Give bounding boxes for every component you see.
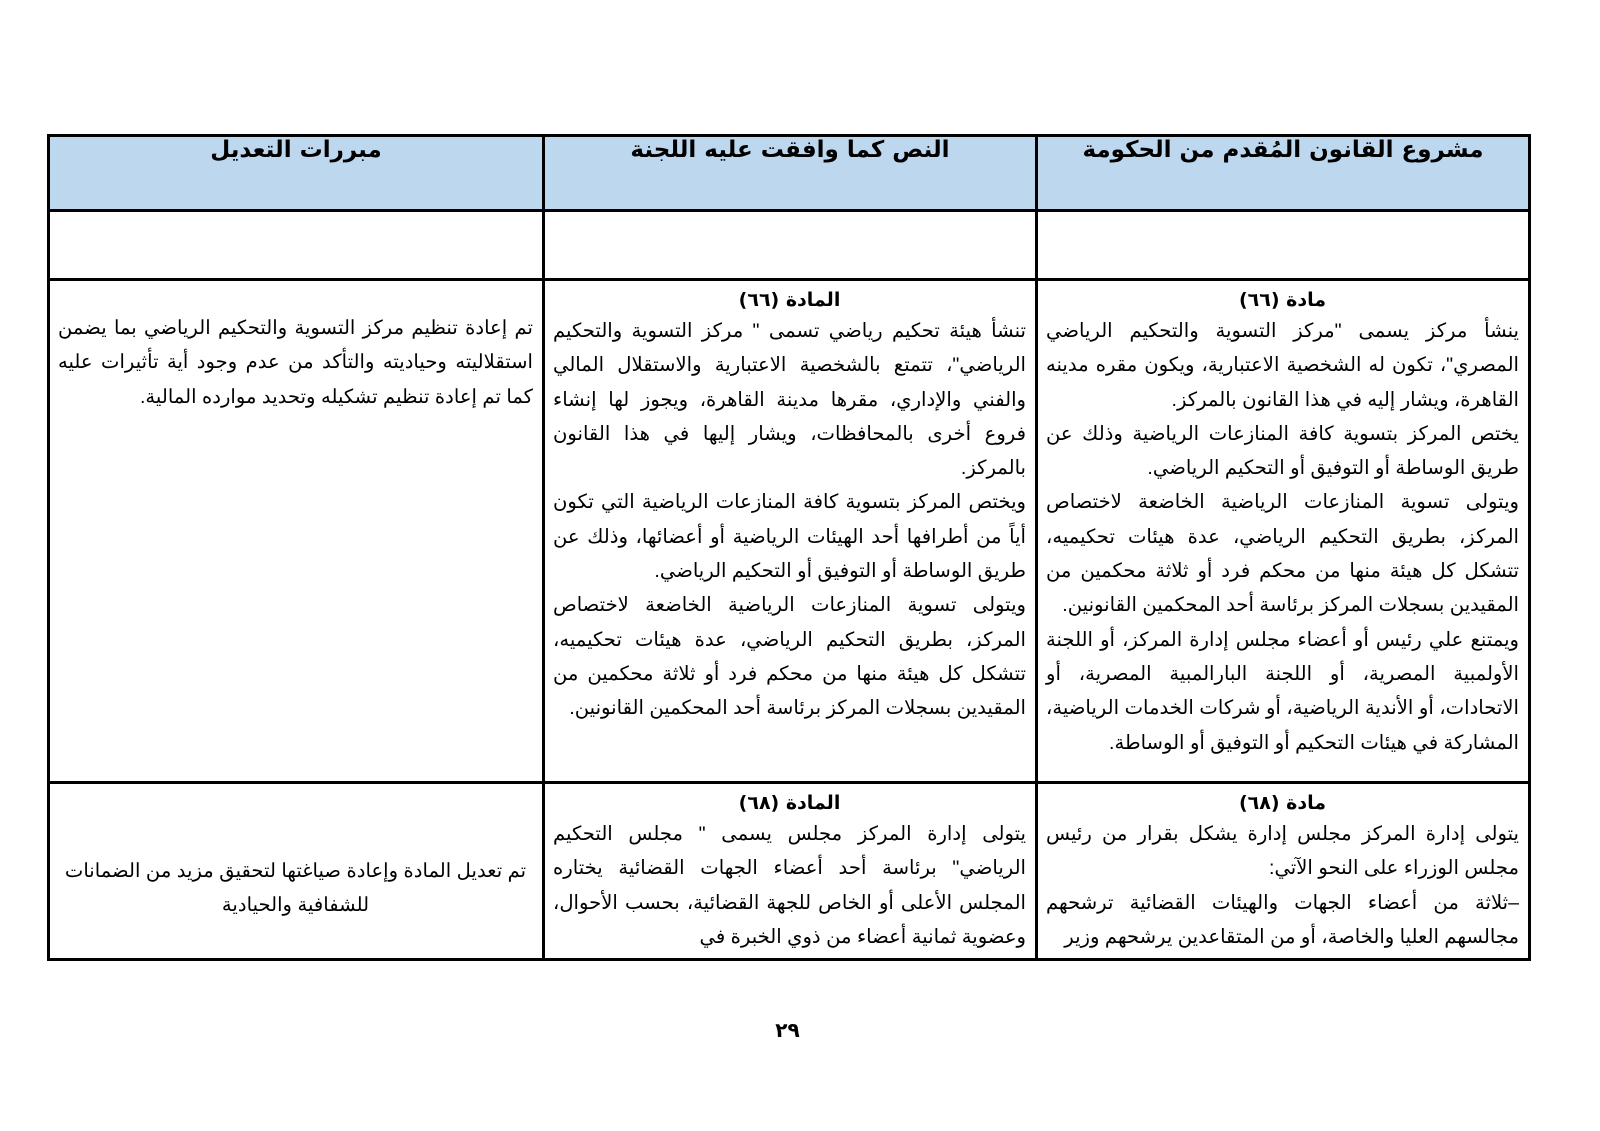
cell-government-draft <box>1037 280 1530 783</box>
cell-committee-text <box>544 280 1037 783</box>
comparison-table <box>47 134 1531 961</box>
article-paragraph: يتولى إدارة المركز مجلس إدارة يشكل بقرار من رئيس مجلس الوزراء على النحو الآتي: <box>1046 823 1519 880</box>
cell-government-draft <box>1037 783 1530 960</box>
cell-committee-text <box>544 783 1037 960</box>
table-row-empty <box>49 211 1530 280</box>
cell-justification <box>49 783 544 960</box>
article-paragraph: ويتولى تسوية المنازعات الرياضية الخاضعة لاختصاص المركز، بطريق التحكيم الرياضي، عدة هيئات تحكيميه، تتشكل كل هيئة منها من محكم فرد أو ثلاثة محكمين من المقيدين بسجلات المركز برئاسة أحد المحكمين القانونين. <box>553 594 1026 720</box>
article-title: المادة (٦٦) <box>738 289 841 311</box>
cell-committee-text-empty <box>544 211 1037 280</box>
page-number: ٢٩ <box>775 1018 800 1042</box>
article-paragraph: –ثلاثة من أعضاء الجهات والهيئات القضائية ترشحهم مجالسهم العليا والخاصة، أو من المتقاعدين يرشحهم وزير <box>1046 891 1519 948</box>
article-paragraph: ويمتنع علي رئيس أو أعضاء مجلس إدارة المركز، أو اللجنة الأولمبية المصرية، أو اللجنة البارالمبية المصرية، أو الاتحادات، أو الأندية الرياضية، أو شركات الخدمات الرياضية، المشاركة في هيئات التحكيم أو التوفيق أو الوساطة. <box>1046 628 1519 754</box>
cell-government-draft-empty <box>1037 211 1530 280</box>
cell-justification-empty <box>49 211 544 280</box>
table-row-article-68 <box>49 783 1530 960</box>
header-committee-text: النص كما وافقت عليه اللجنة <box>544 136 1037 211</box>
article-title: مادة (٦٨) <box>1238 792 1327 814</box>
article-paragraph: يتولى إدارة المركز مجلس يسمى " مجلس التحكيم الرياضي" برئاسة أحد أعضاء الجهات القضائية يختاره المجلس الأعلى أو الخاص للجهة القضائية، بحسب الأحوال، وعضوية ثمانية أعضاء من ذوي الخبرة في <box>553 823 1026 948</box>
article-paragraph: ويتولى تسوية المنازعات الرياضية الخاضعة لاختصاص المركز، بطريق التحكيم الرياضي، عدة هيئات تحكيميه، تتشكل كل هيئة منها من محكم فرد أو ثلاثة محكمين من المقيدين بسجلات المركز برئاسة أحد المحكمين القانونين. <box>1046 491 1519 617</box>
justification-text: تم إعادة تنظيم مركز التسوية والتحكيم الرياضي بما يضمن استقلاليته وحياديته والتأكد من عدم وجود أية تأثيرات عليه كما تم إعادة تنظيم تشكيله وتحديد موارده المالية. <box>58 317 533 408</box>
table-header-row <box>49 136 1530 211</box>
article-title: مادة (٦٦) <box>1238 289 1327 311</box>
article-title: المادة (٦٨) <box>738 792 841 814</box>
justification-text: تم تعديل المادة وإعادة صياغتها لتحقيق مزيد من الضمانات للشفافية والحيادية <box>64 860 527 916</box>
header-government-draft: مشروع القانون المُقدم من الحكومة <box>1037 136 1530 211</box>
table-row-article-66 <box>49 280 1530 783</box>
article-paragraph: ينشأ مركز يسمى "مركز التسوية والتحكيم الرياضي المصري"، تكون له الشخصية الاعتبارية، ويكون مقره مدينه القاهرة، ويشار إليه في هذا القانون بالمركز. <box>1046 320 1519 411</box>
article-paragraph: يختص المركز بتسوية كافة المنازعات الرياضية وذلك عن طريق الوساطة أو التوفيق أو التحكيم الرياضي. <box>1046 422 1519 480</box>
article-paragraph: ويختص المركز بتسوية كافة المنازعات الرياضية التي تكون أياً من أطرافها أحد الهيئات الرياضية أو أعضائها، وذلك عن طريق الوساطة أو التوفيق أو التحكيم الرياضي. <box>553 491 1026 583</box>
header-justifications: مبررات التعديل <box>49 136 544 211</box>
article-paragraph: تنشأ هيئة تحكيم رياضي تسمى " مركز التسوية والتحكيم الرياضي"، تتمتع بالشخصية الاعتبارية والاستقلال المالي والفني والإداري، مقرها مدينة القاهرة، ويجوز لها إنشاء فروع أخرى بالمحافظات، ويشار إليها في هذا القانون بالمركز. <box>553 320 1026 480</box>
cell-justification <box>49 280 544 783</box>
